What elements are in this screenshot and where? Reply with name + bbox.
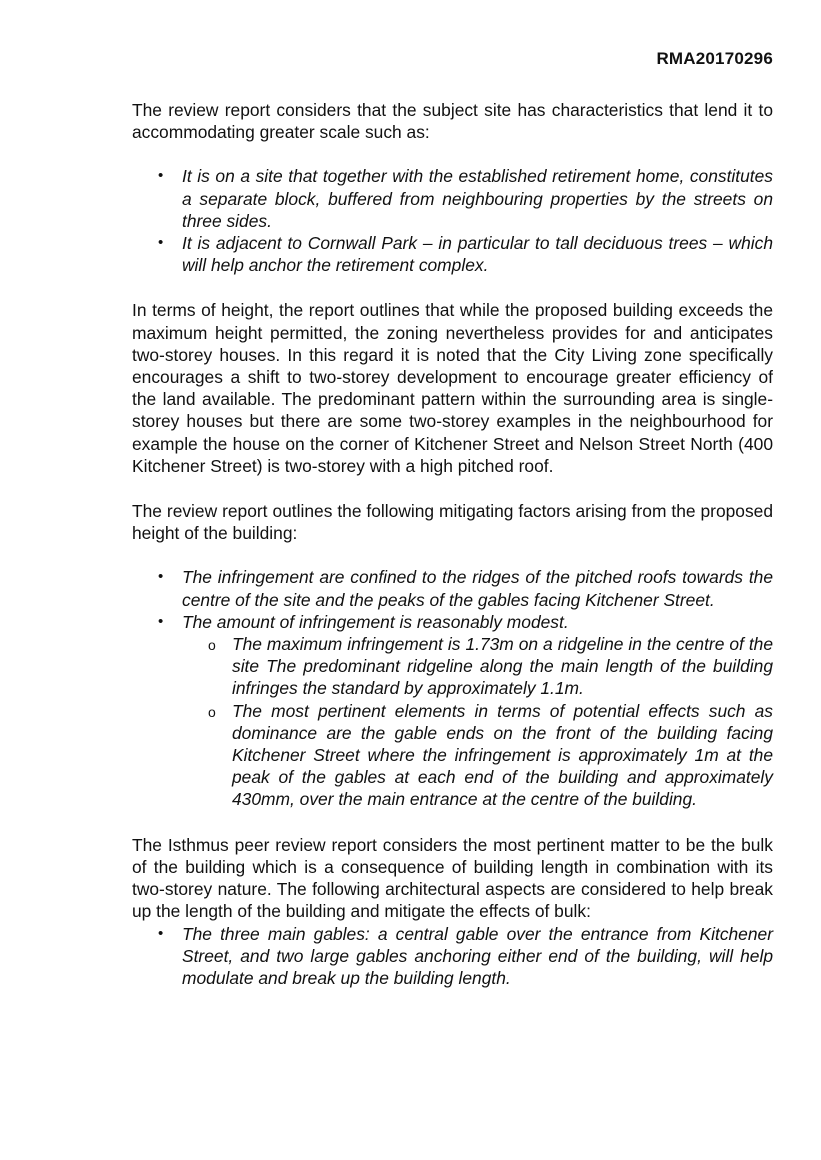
list-item: • It is on a site that together with the established retirement home, constitutes a separate block, buffered from neighbouring properties by the streets on three sides. bbox=[132, 165, 773, 232]
list-item: • The amount of infringement is reasonably modest. bbox=[132, 611, 773, 633]
infringement-detail-sublist bbox=[182, 633, 773, 811]
document-reference-number: RMA20170296 bbox=[656, 49, 773, 68]
list-item: • It is adjacent to Cornwall Park – in particular to tall deciduous trees – which will help anchor the retirement complex. bbox=[132, 232, 773, 276]
site-characteristics-list bbox=[132, 165, 773, 276]
paragraph-height: In terms of height, the report outlines that while the proposed building exceeds the maximum height permitted, the zoning nevertheless provides for and anticipates two-storey houses. In this regard it is noted that the City Living zone specifically encourages a shift to two-storey development to encourage greater efficiency of the land available. The predominant pattern within the surrounding area is single-storey houses but there are some two-storey examples in the neighbourhood for example the house on the corner of Kitchener Street and Nelson Street North (400 Kitchener Street) is two-storey with a high pitched roof. bbox=[132, 300, 773, 476]
paragraph-mitigating-intro: The review report outlines the following mitigating factors arising from the proposed height of the building: bbox=[132, 501, 773, 544]
sublist-item: o The maximum infringement is 1.73m on a ridgeline in the centre of the site The predominant ridgeline along the main length of the building infringes the standard by approximately 1.1m. bbox=[182, 633, 773, 700]
document-body bbox=[132, 99, 773, 989]
paragraph-bulk: The Isthmus peer review report considers the most pertinent matter to be the bulk of the building which is a consequence of building length in combination with its two-storey nature. The following architectural aspects are considered to help break up the length of the building and mitigate the effects of bulk: bbox=[132, 834, 773, 922]
paragraph-scale-intro: The review report considers that the subject site has characteristics that lend it to accommodating greater scale such as: bbox=[132, 100, 773, 143]
architectural-aspects-list bbox=[132, 923, 773, 990]
list-item: • The three main gables: a central gable over the entrance from Kitchener Street, and two large gables anchoring either end of the building, will help modulate and break up the building length. bbox=[132, 923, 773, 990]
list-item: • The infringement are confined to the ridges of the pitched roofs towards the centre of the site and the peaks of the gables facing Kitchener Street. bbox=[132, 566, 773, 610]
mitigating-factors-list bbox=[132, 566, 773, 633]
sublist-item: o The most pertinent elements in terms of potential effects such as dominance are the gable ends on the front of the building facing Kitchener Street where the infringement is approximately 1m at the peak of the gables at each end of the building and approximately 430mm, over the main entrance at the centre of the building. bbox=[182, 700, 773, 811]
